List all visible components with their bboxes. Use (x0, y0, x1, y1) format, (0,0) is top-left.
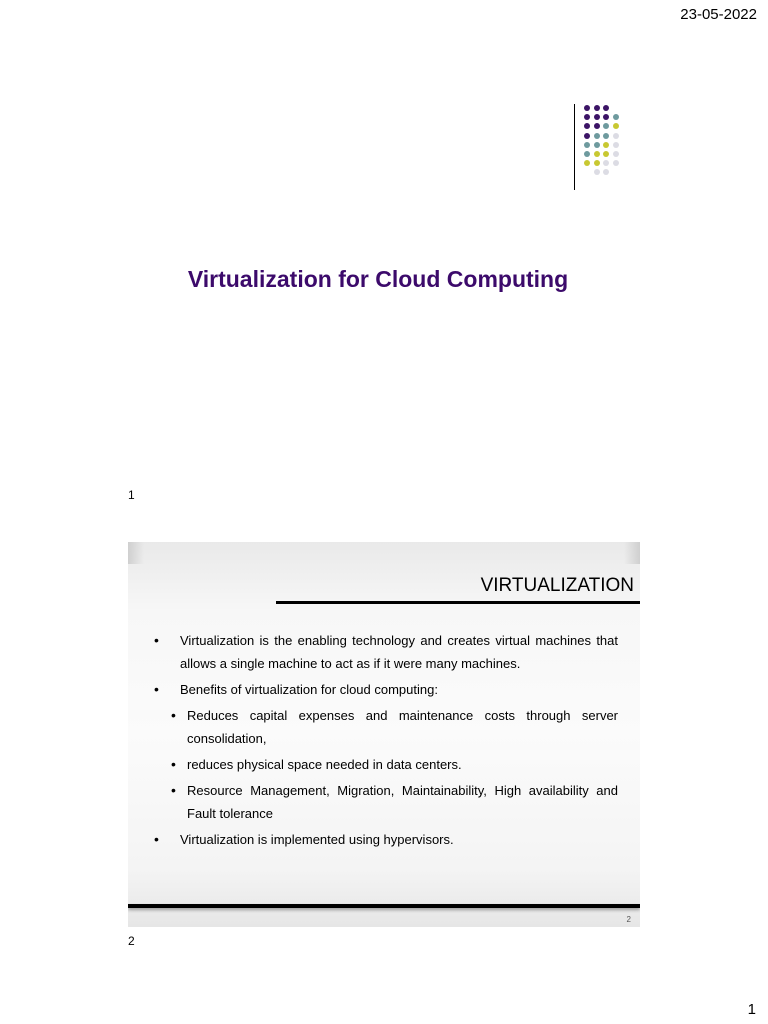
decorative-dot (584, 105, 590, 111)
slide-2-number: 2 (626, 915, 631, 924)
sub-bullet-item: • reduces physical space needed in data centers. (171, 753, 618, 776)
decorative-dot (584, 142, 590, 148)
decorative-dot (584, 114, 590, 120)
decorative-dot (594, 133, 600, 139)
slide-2-title: VIRTUALIZATION (480, 575, 634, 596)
decorative-dot (613, 114, 619, 120)
title-underline (276, 601, 640, 604)
document-date: 23-05-2022 (680, 6, 757, 23)
decorative-dot (594, 169, 600, 175)
decorative-dot (594, 123, 600, 129)
slide-corner-shade-right (624, 542, 640, 564)
slide-1-title: Virtualization for Cloud Computing (187, 266, 569, 292)
bullet-list (154, 629, 618, 854)
decorative-dot (603, 123, 609, 129)
decorative-dot (603, 142, 609, 148)
sub-bullet-item: • Reduces capital expenses and maintenance costs through server consolidation, (171, 704, 618, 750)
decorative-dot (613, 160, 619, 166)
footer-rule (128, 904, 640, 908)
decorative-dot (613, 123, 619, 129)
slide-2 (128, 542, 640, 927)
decorative-dot (603, 151, 609, 157)
decorative-dot (613, 133, 619, 139)
decorative-dot (584, 133, 590, 139)
page-number: 1 (747, 1001, 756, 1018)
slide-1-label: 1 (128, 488, 135, 502)
decorative-dot (594, 114, 600, 120)
bullet-item: • Benefits of virtualization for cloud computing: (154, 678, 618, 701)
decorative-dot-grid (574, 104, 634, 190)
decorative-dot (594, 151, 600, 157)
decorative-dot (603, 105, 609, 111)
bullet-item: • Virtualization is implemented using hypervisors. (154, 828, 618, 851)
decorative-dot (584, 123, 590, 129)
decorative-dot (603, 169, 609, 175)
decorative-dot (594, 105, 600, 111)
divider-line (574, 104, 575, 190)
decorative-dot (613, 151, 619, 157)
decorative-dot (584, 160, 590, 166)
decorative-dot (594, 160, 600, 166)
decorative-dot (594, 142, 600, 148)
decorative-dot (603, 133, 609, 139)
slide-corner-shade-left (128, 542, 144, 564)
decorative-dot (584, 151, 590, 157)
bullet-item: • Virtualization is the enabling technology and creates virtual machines that allows a single machine to act as if it were many machines. (154, 629, 618, 675)
decorative-dot (603, 114, 609, 120)
decorative-dot (603, 160, 609, 166)
decorative-dot (613, 142, 619, 148)
slide-2-label: 2 (128, 934, 135, 948)
sub-bullet-item: • Resource Management, Migration, Maintainability, High availability and Fault tolerance (171, 779, 618, 825)
